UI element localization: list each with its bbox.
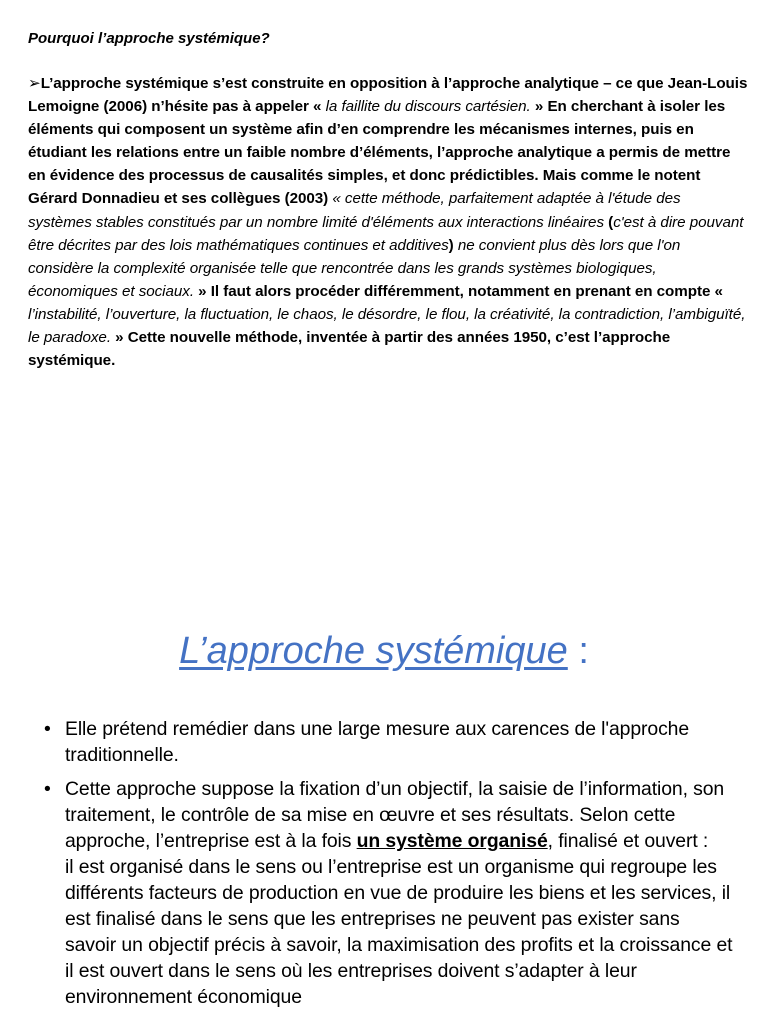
slide-systemic-why (0, 0, 768, 400)
bullet-list (44, 716, 734, 1018)
bullet-text-part: il est organisé dans le sens ou l’entreprise est un organisme qui regroupe les différents facteurs de production en vue de produire les biens et les services, il est finalisé dans le sens que les entreprises ne peuvent pas exister sans savoir un objectif précis à savoir, la maximisation des profits et la croissance et il est ouvert dans le sens où les entreprises doivent s’adapter à leur environnement économique (65, 856, 733, 1008)
paragraph-text: L’approche systémique s’est construite en opposition à l’approche analytique – ce que Jean-Louis Lemoigne (2006) n’hésite pas à appeler « (28, 75, 748, 116)
paragraph-text: ( (604, 213, 614, 231)
quote-text: l’instabilité, l’ouverture, la fluctuation, le chaos, le désordre, le flou, la créativité, la contradiction, l’ambiguïté, le paradoxe. (28, 305, 746, 347)
intro-paragraph (28, 72, 748, 372)
bullet-text (65, 776, 734, 1010)
paragraph-text: » Il faut alors procéder différemment, notamment en prenant en compte « (194, 282, 723, 300)
slide-title-colon: : (567, 630, 589, 672)
slide-question-title: Pourquoi l’approche systémique? (28, 30, 270, 47)
arrow-bullet-icon: ➢ (28, 75, 41, 92)
emphasis-text: un système organisé (356, 830, 548, 852)
bullet-text-part: Cette approche suppose la fixation d’un objectif, la saisie de l’information, son traitement, le contrôle de sa mise en œuvre et ses résultats. Selon cette approche, l’entreprise est à la fois (65, 778, 725, 852)
quote-text: « cette méthode, parfaitement adaptée à l'étude des systèmes stables constitués par un nombre limité d'éléments aux interactions linéaires (28, 190, 681, 231)
quote-text: ne convient plus dès lors que l'on considère la complexité organisée telle que rencontrée dans les grands systèmes biologiques, économiques et sociaux. (28, 236, 681, 300)
bullet-icon: • (44, 718, 51, 740)
list-item (44, 776, 734, 1010)
slide-title-link[interactable]: L’approche systémique (179, 630, 568, 672)
paragraph-text: » En cherchant à isoler les éléments qui composent un système afin d’en comprendre les mécanismes internes, puis en étudiant les relations entre un faible nombre d’éléments, l’approche analytique a permis de mettre en évidence des processus de causalités simples, et donc prédictibles. Mais comme le notent Gérard Donnadieu et ses collègues (2003) (28, 98, 731, 208)
paragraph-text: » Cette nouvelle méthode, inventée à partir des années 1950, c’est l’approche systémique. (28, 329, 671, 370)
paragraph-text: ) (448, 236, 458, 254)
bullet-text: Elle prétend remédier dans une large mesure aux carences de l'approche traditionnelle. (65, 718, 690, 766)
bullet-text-part: , finalisé et ouvert : (547, 830, 709, 852)
quote-text: c'est à dire pouvant être décrites par des lois mathématiques continues et additives (28, 213, 744, 254)
list-item (44, 716, 734, 768)
quote-text: la faillite du discours cartésien. (325, 98, 531, 116)
bullet-icon: • (44, 778, 51, 800)
slide-title (0, 628, 768, 674)
